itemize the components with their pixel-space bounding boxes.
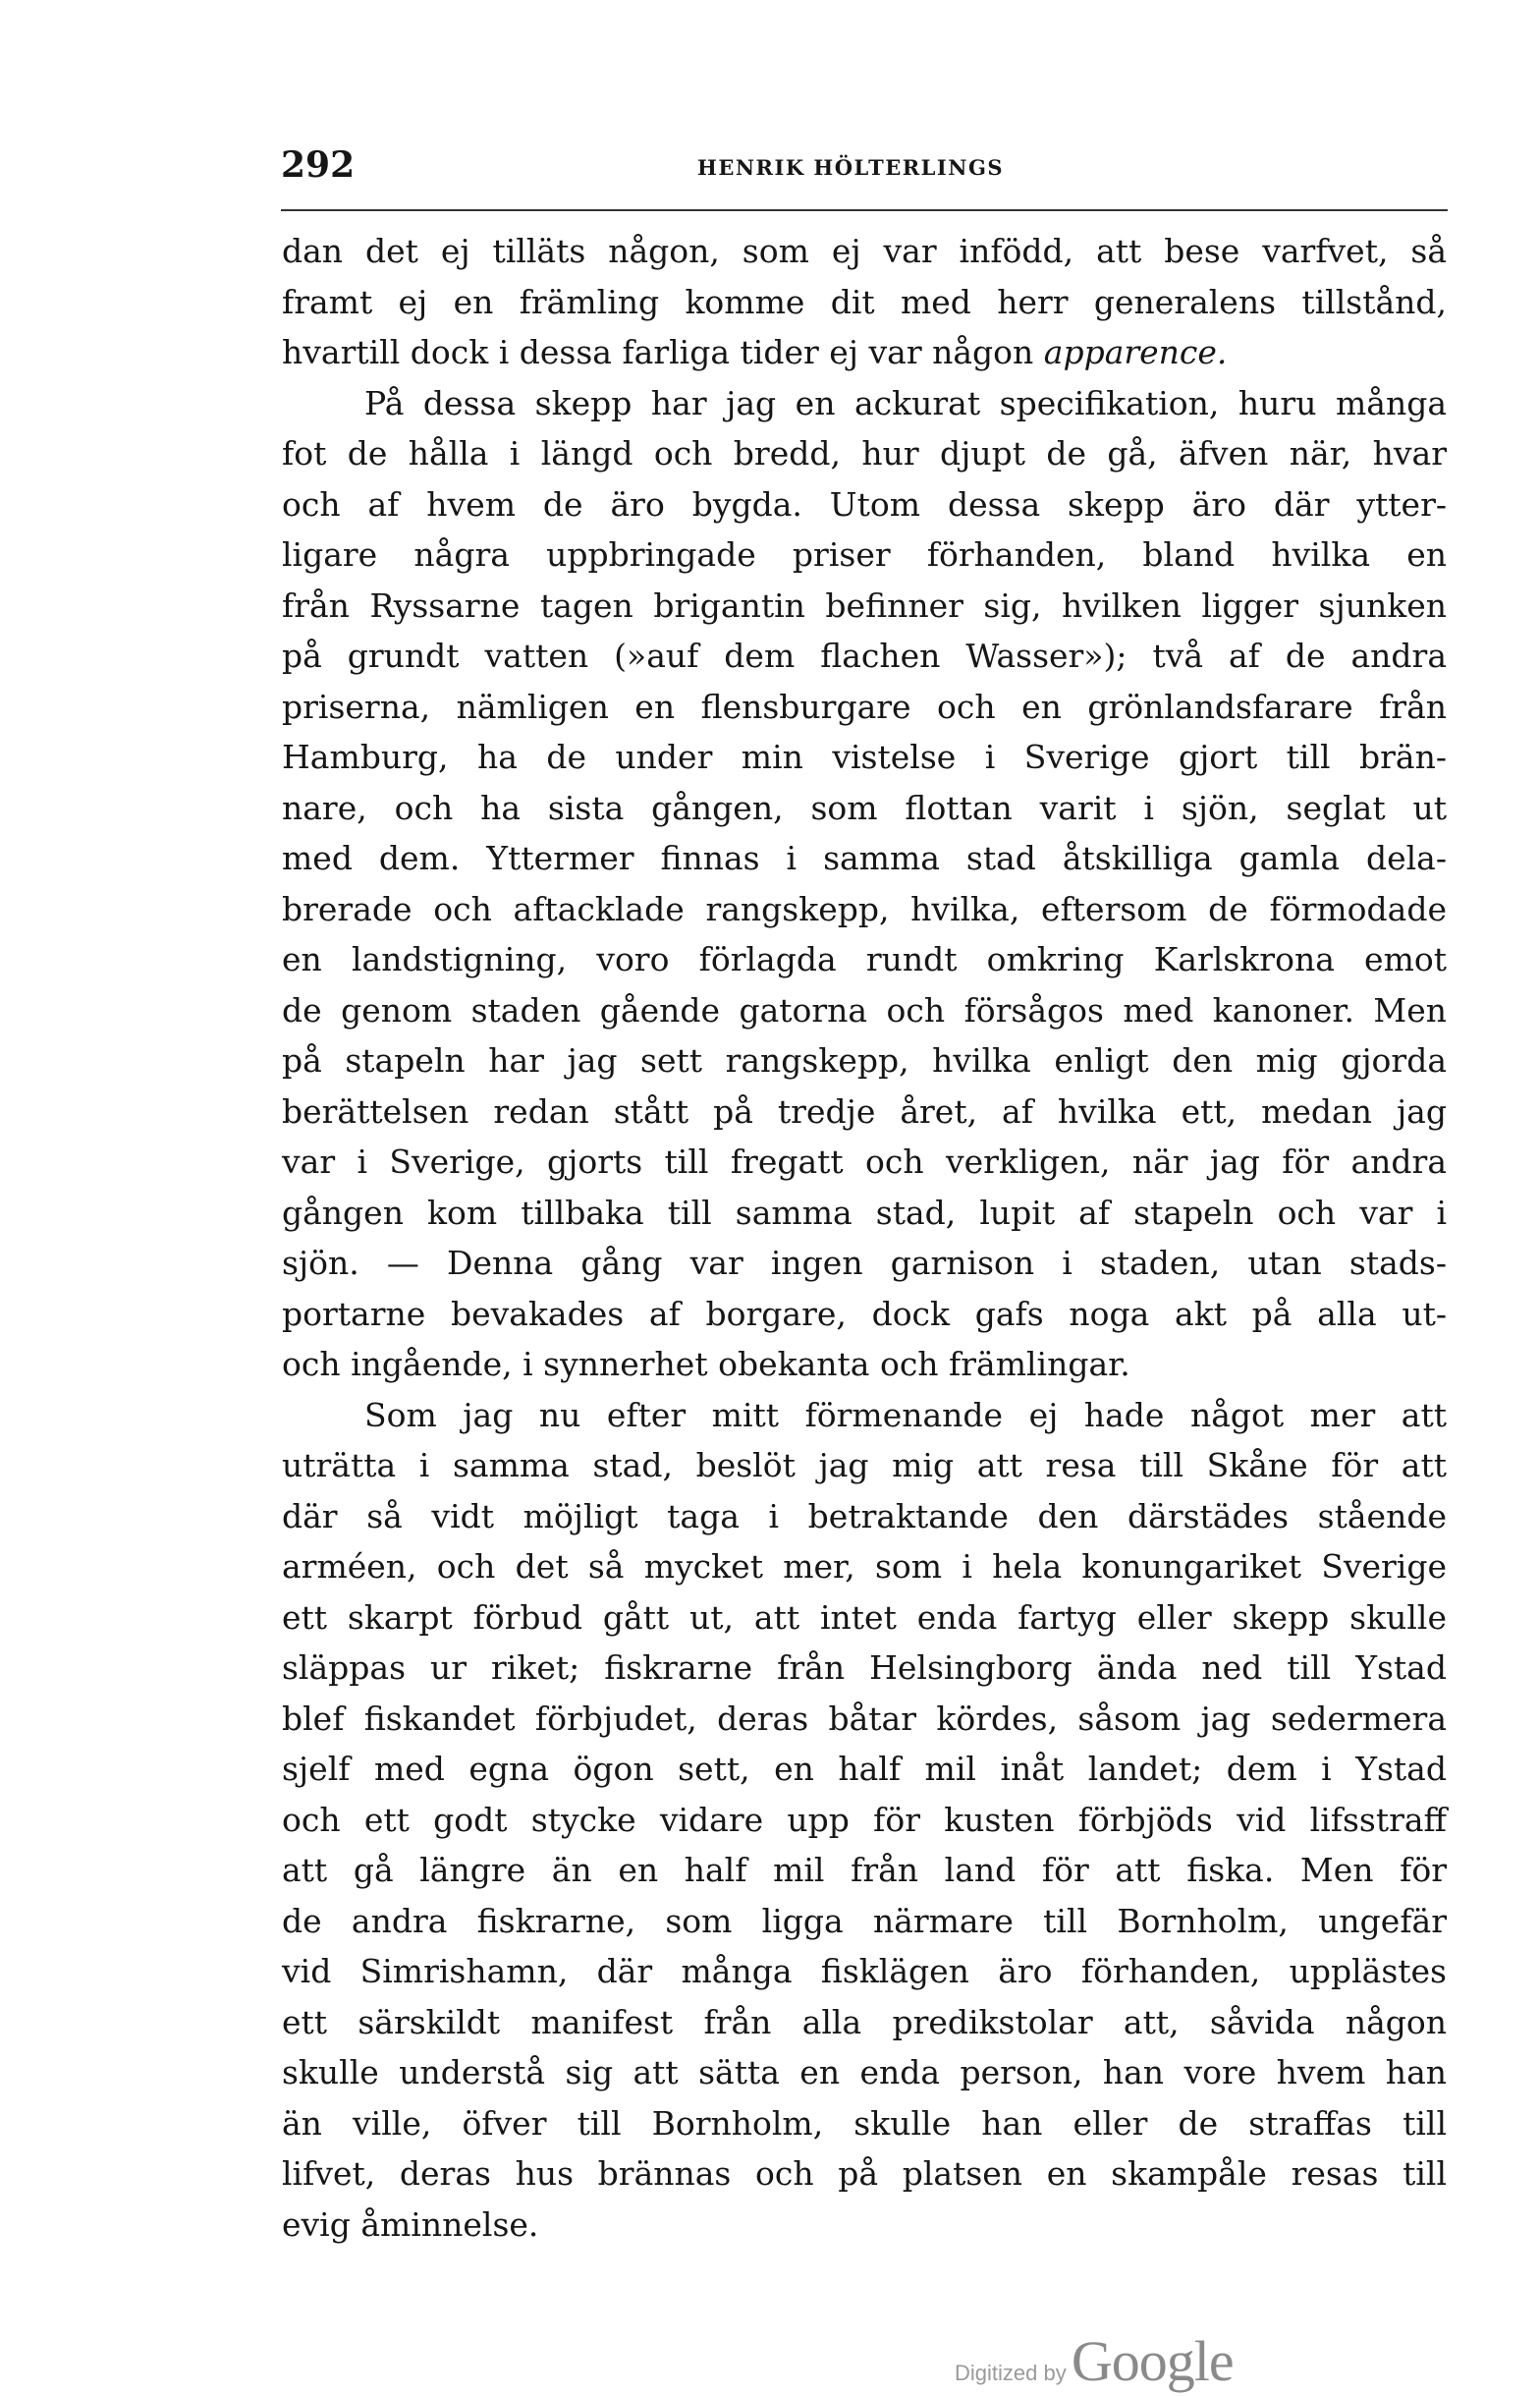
google-logo: Google [1071, 2329, 1234, 2393]
text-line-content: hvartill dock i dessa farliga tider ej var någon [282, 333, 1034, 371]
text-line: sjelf med egna ögon sett, en half mil inåt landet; dem i Ystad [282, 1750, 1447, 1788]
text-line: att gå längre än en half mil från land för att fiska. Men för [282, 1851, 1447, 1889]
text-line: de genom staden gående gatorna och försågos med kanoner. Men [282, 990, 1447, 1030]
text-line: där så vidt möjligt taga i betraktande den därstädes stående [282, 1496, 1447, 1535]
text-line: en landstigning, voro förlagda rundt omkring Karlskrona emot [282, 940, 1447, 978]
text-line: ligare några uppbringade priser förhanden, bland hvilka en [282, 535, 1447, 574]
text-line: arméen, och det så mycket mer, som i hela konungariket Sverige [282, 1547, 1447, 1586]
page-number: 292 [281, 144, 356, 186]
text-line: skulle understå sig att sätta en enda person, han vore hvem han [282, 2053, 1447, 2091]
italic-word: apparence. [1043, 333, 1228, 371]
text-line: och ingående, i synnerhet obekanta och främlingar. [282, 1345, 1130, 1383]
text-line: och ett godt stycke vidare upp för kusten förbjöds vid lifsstraff [282, 1800, 1447, 1839]
text-line: de andra fiskrarne, som ligga närmare till Bornholm, ungefär [282, 1901, 1447, 1940]
text-line: med dem. Yttermer finnas i samma stad åtskilliga gamla dela- [282, 839, 1447, 877]
text-line: på stapeln har jag sett rangskepp, hvilka enligt den mig gjorda [282, 1041, 1447, 1080]
text-line: priserna, nämligen en flensburgare och en grönlandsfarare från [282, 687, 1447, 726]
text-line: uträtta i samma stad, beslöt jag mig att resa till Skåne för att [282, 1446, 1447, 1484]
text-line: På dessa skepp har jag en ackurat specifikation, huru många [364, 383, 1447, 422]
text-line: fot de hålla i längd och bredd, hur djupt de gå, äfven när, hvar [282, 434, 1447, 473]
digitized-label: Digitized by [955, 2361, 1067, 2385]
text-line: blef fiskandet förbjudet, deras båtar kördes, såsom jag sedermera [282, 1699, 1447, 1738]
text-line: var i Sverige, gjorts till fregatt och verkligen, när jag för andra [282, 1142, 1447, 1181]
header-rule [281, 209, 1448, 211]
text-line [282, 327, 1447, 378]
text-line: vid Simrishamn, där många fisklägen äro förhanden, upplästes [282, 1952, 1447, 1990]
text-line: brerade och aftacklade rangskepp, hvilka, eftersom de förmodade [282, 889, 1447, 928]
text-line: släppas ur riket; fiskrarne från Helsingborg ända ned till Ystad [282, 1648, 1447, 1687]
text-line: lifvet, deras hus brännas och på platsen en skampåle resas till [282, 2154, 1447, 2193]
text-line: sjön. — Denna gång var ingen garnison i staden, utan stads- [282, 1244, 1447, 1282]
text-line: portarne bevakades af borgare, dock gafs noga akt på alla ut- [282, 1294, 1447, 1333]
text-line: från Ryssarne tagen brigantin befinner sig, hvilken ligger sjunken [282, 585, 1447, 625]
text-line: på grundt vatten (»auf dem flachen Wasser»); två af de andra [282, 637, 1447, 675]
running-head: HENRIK HÖLTERLINGS [697, 155, 1005, 180]
text-line: framt ej en främling komme dit med herr generalens tillstånd, [282, 282, 1447, 321]
text-line: nare, och ha sista gången, som flottan varit i sjön, seglat ut [282, 788, 1447, 827]
text-line: dan det ej tilläts någon, som ej var infödd, att bese varfvet, så [282, 232, 1447, 270]
digitized-footer [955, 2328, 1234, 2394]
text-line: evig åminnelse. [282, 2204, 539, 2244]
text-line: Hamburg, ha de under min vistelse i Sverige gjort till brän- [282, 738, 1447, 776]
text-line: ett skarpt förbud gått ut, att intet enda fartyg eller skepp skulle [282, 1597, 1447, 1637]
text-line: berättelsen redan stått på tredje året, af hvilka ett, medan jag [282, 1091, 1447, 1131]
text-line: och af hvem de äro bygda. Utom dessa skepp äro där ytter- [282, 484, 1447, 524]
text-line: gången kom tillbaka till samma stad, lupit af stapeln och var i [282, 1193, 1447, 1232]
text-line: ett särskildt manifest från alla predikstolar att, såvida någon [282, 2002, 1447, 2041]
text-line: Som jag nu efter mitt förmenande ej hade något mer att [364, 1395, 1447, 1434]
body-text [282, 226, 1447, 2250]
text-line: än ville, öfver till Bornholm, skulle han eller de straffas till [282, 2103, 1447, 2143]
